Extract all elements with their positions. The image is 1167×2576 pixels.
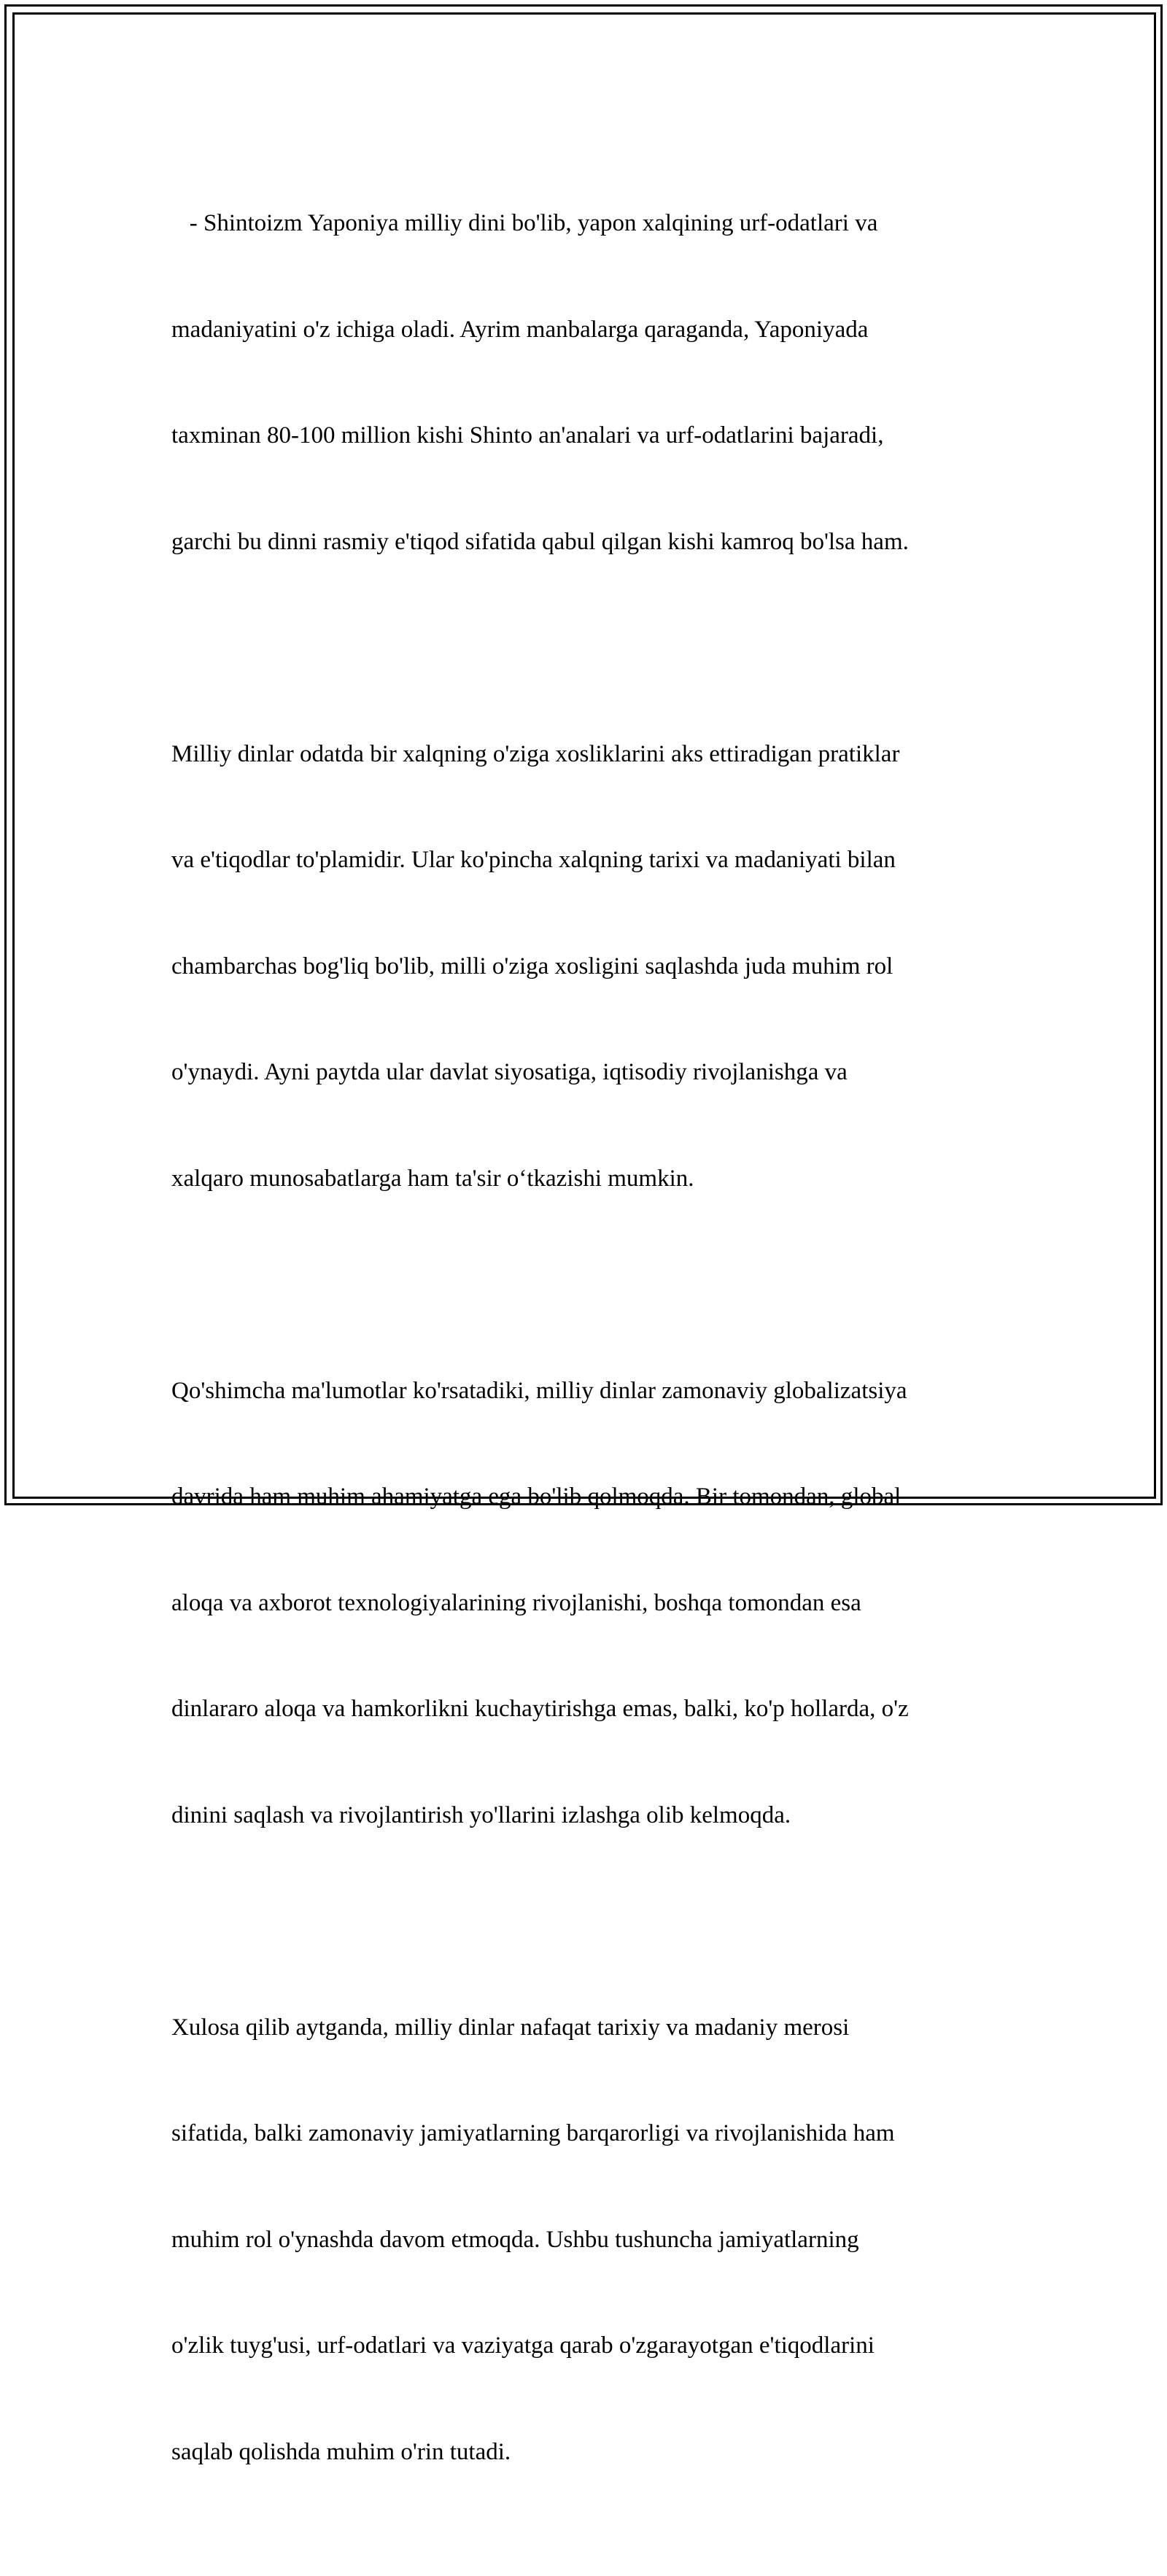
text-line: xalqaro munosabatlarga ham ta'sir o‘tkazishi mumkin. [171,1165,694,1192]
text-line: Xulosa qilib aytganda, milliy dinlar nafaqat tarixiy va madaniy merosi [171,2014,850,2041]
text-line: muhim rol o'ynashda davom etmoqda. Ushbu tushuncha jamiyatlarning [171,2226,859,2253]
text-line: - Shintoizm Yaponiya milliy dini bo'lib, yapon xalqining urf-odatlari va [171,210,878,236]
text-line: chambarchas bog'liq bo'lib, milli o'ziga xosligini saqlashda juda muhim rol [171,953,893,979]
text-line: saqlab qolishda muhim o'rin tutadi. [171,2438,511,2465]
paragraph-shintoizm [171,135,1003,630]
text-line: madaniyatini o'z ichiga oladi. Ayrim manbalarga qaraganda, Yaponiyada [171,316,869,343]
text-line: va e'tiqodlar to'plamidir. Ular ko'pincha xalqning tarixi va madaniyati bilan [171,847,896,873]
text-line: dinini saqlash va rivojlantirish yo'llarini izlashga olib kelmoqda. [171,1801,791,1828]
text-line: o'zlik tuyg'usi, urf-odatlari va vaziyatga qarab o'zgarayotgan e'tiqodlarini [171,2332,875,2359]
text-line: garchi bu dinni rasmiy e'tiqod sifatida qabul qilgan kishi kamroq bo'lsa ham. [171,528,909,555]
paragraph-milliy-dinlar [171,666,1003,1268]
text-line: Milliy dinlar odatda bir xalqning o'ziga xosliklarini aks ettiradigan pratiklar [171,740,900,767]
text-line: aloqa va axborot texnologiyalarining rivojlanishi, boshqa tomondan esa [171,1589,861,1616]
text-line: davrida ham muhim ahamiyatga ega bo'lib qolmoqda. Bir tomondan, global [171,1483,902,1510]
text-line: Qo'shimcha ma'lumotlar ko'rsatadiki, milliy dinlar zamonaviy globalizatsiya [171,1377,907,1404]
text-line: o'ynaydi. Ayni paytda ular davlat siyosatiga, iqtisodiy rivojlanishga va [171,1059,848,1085]
paragraph-xulosa [171,1939,1003,2541]
document-body [171,135,1003,2576]
text-line: dinlararo aloqa va hamkorlikni kuchaytirishga emas, balki, ko'p hollarda, o'z [171,1696,909,1722]
paragraph-qoshimcha [171,1303,1003,1904]
text-line: sifatida, balki zamonaviy jamiyatlarning barqarorligi va rivojlanishida ham [171,2120,895,2146]
text-line: taxminan 80-100 million kishi Shinto an'analari va urf-odatlarini bajaradi, [171,422,884,449]
